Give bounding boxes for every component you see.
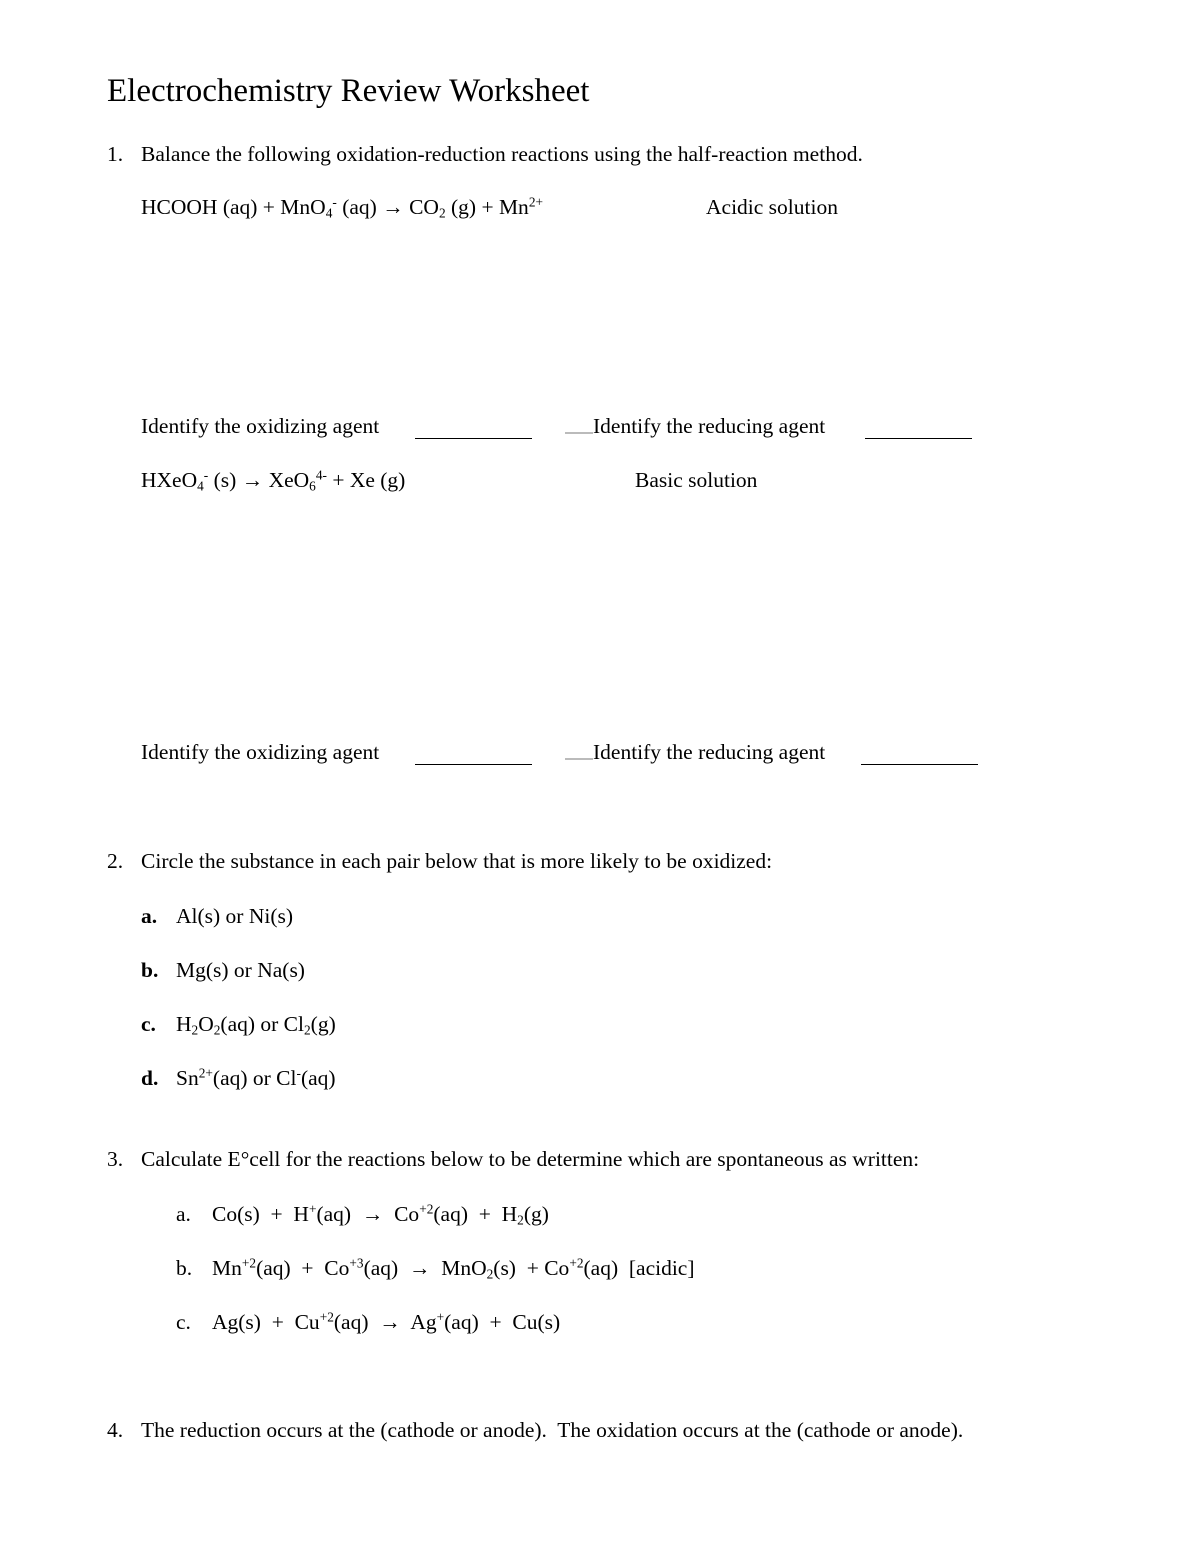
q3-item-letter: c. bbox=[176, 1310, 191, 1334]
divider-line bbox=[565, 432, 593, 434]
reaction-1-reducing-label: Identify the reducing agent bbox=[593, 414, 826, 438]
q4-text: The reduction occurs at the (cathode or anode). The oxidation occurs at the (cathode or anode). bbox=[141, 1418, 964, 1442]
reaction-1-condition: Acidic solution bbox=[706, 195, 838, 219]
q2-item-letter: c. bbox=[141, 1012, 156, 1036]
q3-item-letter: b. bbox=[176, 1256, 193, 1280]
reaction-2-reducing-label: Identify the reducing agent bbox=[593, 740, 826, 764]
reaction-1-oxidizing-blank[interactable] bbox=[415, 438, 532, 439]
arrow-icon: → bbox=[408, 1256, 431, 1280]
reaction-1-reducing-blank[interactable] bbox=[865, 438, 972, 439]
q3-number: 3. bbox=[107, 1147, 124, 1171]
arrow-icon: → bbox=[382, 195, 404, 219]
q2-item-letter: a. bbox=[141, 904, 158, 928]
q3-item-letter: a. bbox=[176, 1202, 191, 1226]
q1-prompt: Balance the following oxidation-reduction reactions using the half-reaction method. bbox=[141, 142, 863, 166]
arrow-icon: → bbox=[361, 1202, 384, 1226]
reaction-1-oxidizing-label: Identify the oxidizing agent bbox=[141, 414, 380, 438]
q2-item-letter: b. bbox=[141, 958, 159, 982]
q2-item-c: $H_2O_2(aq)$ or $Cl_2(g)$ bbox=[176, 1012, 336, 1038]
q1-number: 1. bbox=[107, 142, 124, 166]
q2-prompt: Circle the substance in each pair below that is more likely to be oxidized: bbox=[141, 849, 773, 873]
q2-item-a: Al(s) or Ni(s) bbox=[176, 904, 294, 928]
reaction-1-equation: HCOOH (aq) + MnO$_4$- $(aq) \to CO_2$ $(g) + Mn^{2+}$ bbox=[141, 194, 543, 221]
q3-reaction-a: $Co(s) + H^+(aq) \to Co^{+2}(aq) + H_2(g)$ bbox=[212, 1201, 549, 1228]
reaction-2-equation: HXeO$_4$- (s) → XeO$_6^{4-}$ + Xe (g) bbox=[141, 467, 406, 494]
q2-item-letter: d. bbox=[141, 1066, 159, 1090]
divider-line bbox=[565, 758, 593, 760]
q2-item-b: Mg(s) or Na(s) bbox=[176, 958, 305, 982]
arrow-icon: → bbox=[379, 1310, 401, 1334]
q4-number: 4. bbox=[107, 1418, 124, 1442]
arrow-icon: → bbox=[241, 468, 264, 492]
page-title: Electrochemistry Review Worksheet bbox=[107, 73, 590, 109]
reaction-2-oxidizing-blank[interactable] bbox=[415, 764, 532, 765]
q3-reaction-b: $Mn^{+2}(aq) + Co^{+3}(aq) \to MnO_2(s) + Co^{+2}(aq)$ [acidic] bbox=[212, 1255, 695, 1282]
reaction-2-oxidizing-label: Identify the oxidizing agent bbox=[141, 740, 380, 764]
reaction-2-condition: Basic solution bbox=[635, 468, 758, 492]
q2-number: 2. bbox=[107, 849, 124, 873]
reaction-2-reducing-blank[interactable] bbox=[861, 764, 978, 765]
q3-prompt: Calculate E°cell for the reactions below to be determine which are spontaneous as written: bbox=[141, 1147, 920, 1171]
q3-reaction-c: $Ag(s) + Cu^{+2}(aq) \to Ag^+(aq) + Cu(s)$ bbox=[212, 1309, 561, 1334]
q2-item-d: $Sn^{2+}(aq)$ or Cl-(aq) bbox=[176, 1065, 336, 1090]
